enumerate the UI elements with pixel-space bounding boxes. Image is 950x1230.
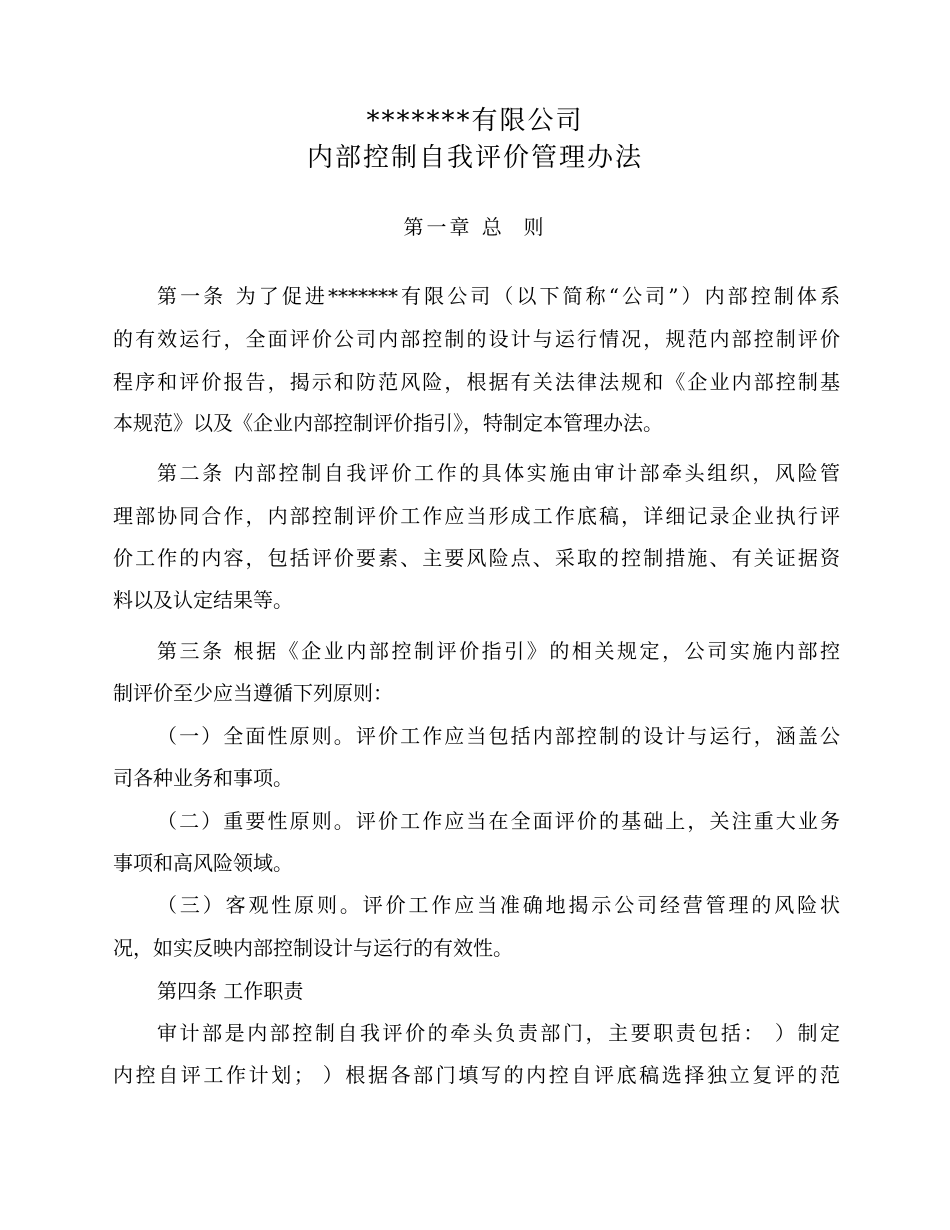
article-1-line-1: 第一条 为了促进*******有限公司（以下简称“公司”）内部控制体系: [157, 284, 840, 308]
article-1-line-2: 的有效运行，全面评价公司内部控制的设计与运行情况，规范内部控制评价: [113, 327, 840, 351]
principle-3-line-1: （三）客观性原则。评价工作应当准确地揭示公司经营管理的风险状: [157, 893, 840, 917]
article-3-line-2: 制评价至少应当遵循下列原则：: [113, 681, 393, 705]
article-4-heading: 第四条 工作职责: [157, 979, 304, 1003]
article-2-line-3: 价工作的内容，包括评价要素、主要风险点、采取的控制措施、有关证据资: [113, 546, 840, 570]
chapter-heading: 第一章 总 则: [403, 215, 547, 239]
principle-1-line-2: 司各种业务和事项。: [113, 766, 293, 790]
article-1-line-3: 程序和评价报告，揭示和防范风险，根据有关法律法规和《企业内部控制基: [113, 370, 840, 394]
article-4-line-2: 内控自评工作计划； ）根据各部门填写的内控自评底稿选择独立复评的范: [113, 1063, 840, 1087]
article-3-line-1: 第三条 根据《企业内部控制评价指引》的相关规定，公司实施内部控: [157, 639, 840, 663]
principle-2-line-1: （二）重要性原则。评价工作应当在全面评价的基础上，关注重大业务: [157, 809, 840, 833]
document-title: 内部控制自我评价管理办法: [306, 143, 643, 173]
article-2-line-1: 第二条 内部控制自我评价工作的具体实施由审计部牵头组织，风险管: [157, 461, 840, 485]
principle-1-line-1: （一）全面性原则。评价工作应当包括内部控制的设计与运行，涵盖公: [157, 724, 840, 748]
article-1-line-4: 本规范》以及《企业内部控制评价指引》，特制定本管理办法。: [113, 411, 663, 435]
principle-2-line-2: 事项和高风险领域。: [113, 851, 293, 875]
article-2-line-4: 料以及认定结果等。: [113, 588, 293, 612]
principle-3-line-2: 况，如实反映内部控制设计与运行的有效性。: [113, 936, 513, 960]
document-title-company: *******有限公司: [366, 106, 584, 136]
article-2-line-2: 理部协同合作，内部控制评价工作应当形成工作底稿，详细记录企业执行评: [113, 504, 840, 528]
article-4-line-1: 审计部是内部控制自我评价的牵头负责部门，主要职责包括： ）制定: [157, 1021, 840, 1045]
